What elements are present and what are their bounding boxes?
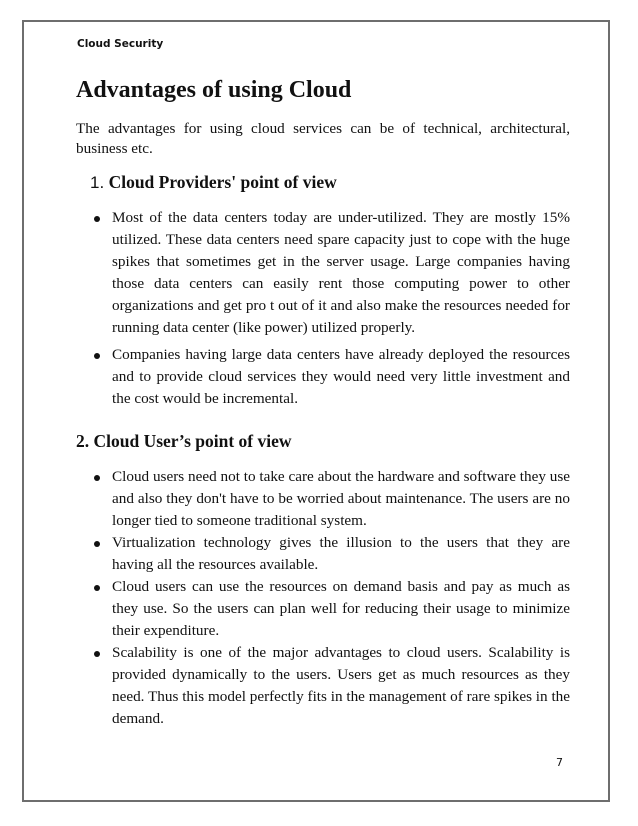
- bullet-icon: [94, 541, 100, 547]
- section-1-number: 1.: [90, 173, 105, 192]
- list-item: [112, 466, 570, 532]
- list-item-text: Virtualization technology gives the illusion to the users that they are having all the resources available.: [112, 534, 570, 573]
- list-item: [112, 344, 570, 410]
- section-1-bullet-list: [112, 207, 570, 410]
- running-header: Cloud Security: [77, 38, 164, 50]
- bullet-icon: [94, 585, 100, 591]
- page-number: 7: [556, 756, 563, 769]
- list-item-text: Most of the data centers today are under-utilized. They are mostly 15% utilized. These data centers need spare capacity just to cope with the huge spikes that sometimes get in the server usage. Large companies having those data centers can easily rent those computing power to other organizations and get pro t out of it and also make the resources needed for running data center (like power) utilized properly.: [112, 209, 570, 336]
- section-2-heading: 2. Cloud User’s point of view: [76, 431, 292, 451]
- section-2-bullet-list: [112, 466, 570, 730]
- list-item: [112, 576, 570, 642]
- section-1-title: Cloud Providers' point of view: [108, 172, 337, 192]
- bullet-icon: [94, 216, 100, 222]
- bullet-icon: [94, 651, 100, 657]
- list-item: [112, 642, 570, 730]
- list-item-text: Cloud users can use the resources on demand basis and pay as much as they use. So the users can plan well for reducing their usage to minimize their expenditure.: [112, 578, 570, 639]
- list-item: [112, 207, 570, 339]
- list-item-text: Scalability is one of the major advantages to cloud users. Scalability is provided dynamically to the users. Users get as much resources as they need. Thus this model perfectly fits in the management of rare spikes in the demand.: [112, 644, 570, 727]
- page-title: Advantages of using Cloud: [76, 77, 352, 103]
- list-item-text: Companies having large data centers have already deployed the resources and to provide cloud services they would need very little investment and the cost would be incremental.: [112, 346, 570, 407]
- bullet-icon: [94, 475, 100, 481]
- list-item: [112, 532, 570, 576]
- intro-paragraph: The advantages for using cloud services can be of technical, architectural, business etc.: [76, 120, 570, 157]
- bullet-icon: [94, 353, 100, 359]
- section-1-heading: [90, 172, 337, 193]
- list-item-text: Cloud users need not to take care about the hardware and software they use and also they don't have to be worried about maintenance. The users are no longer tied to someone traditional system.: [112, 468, 570, 529]
